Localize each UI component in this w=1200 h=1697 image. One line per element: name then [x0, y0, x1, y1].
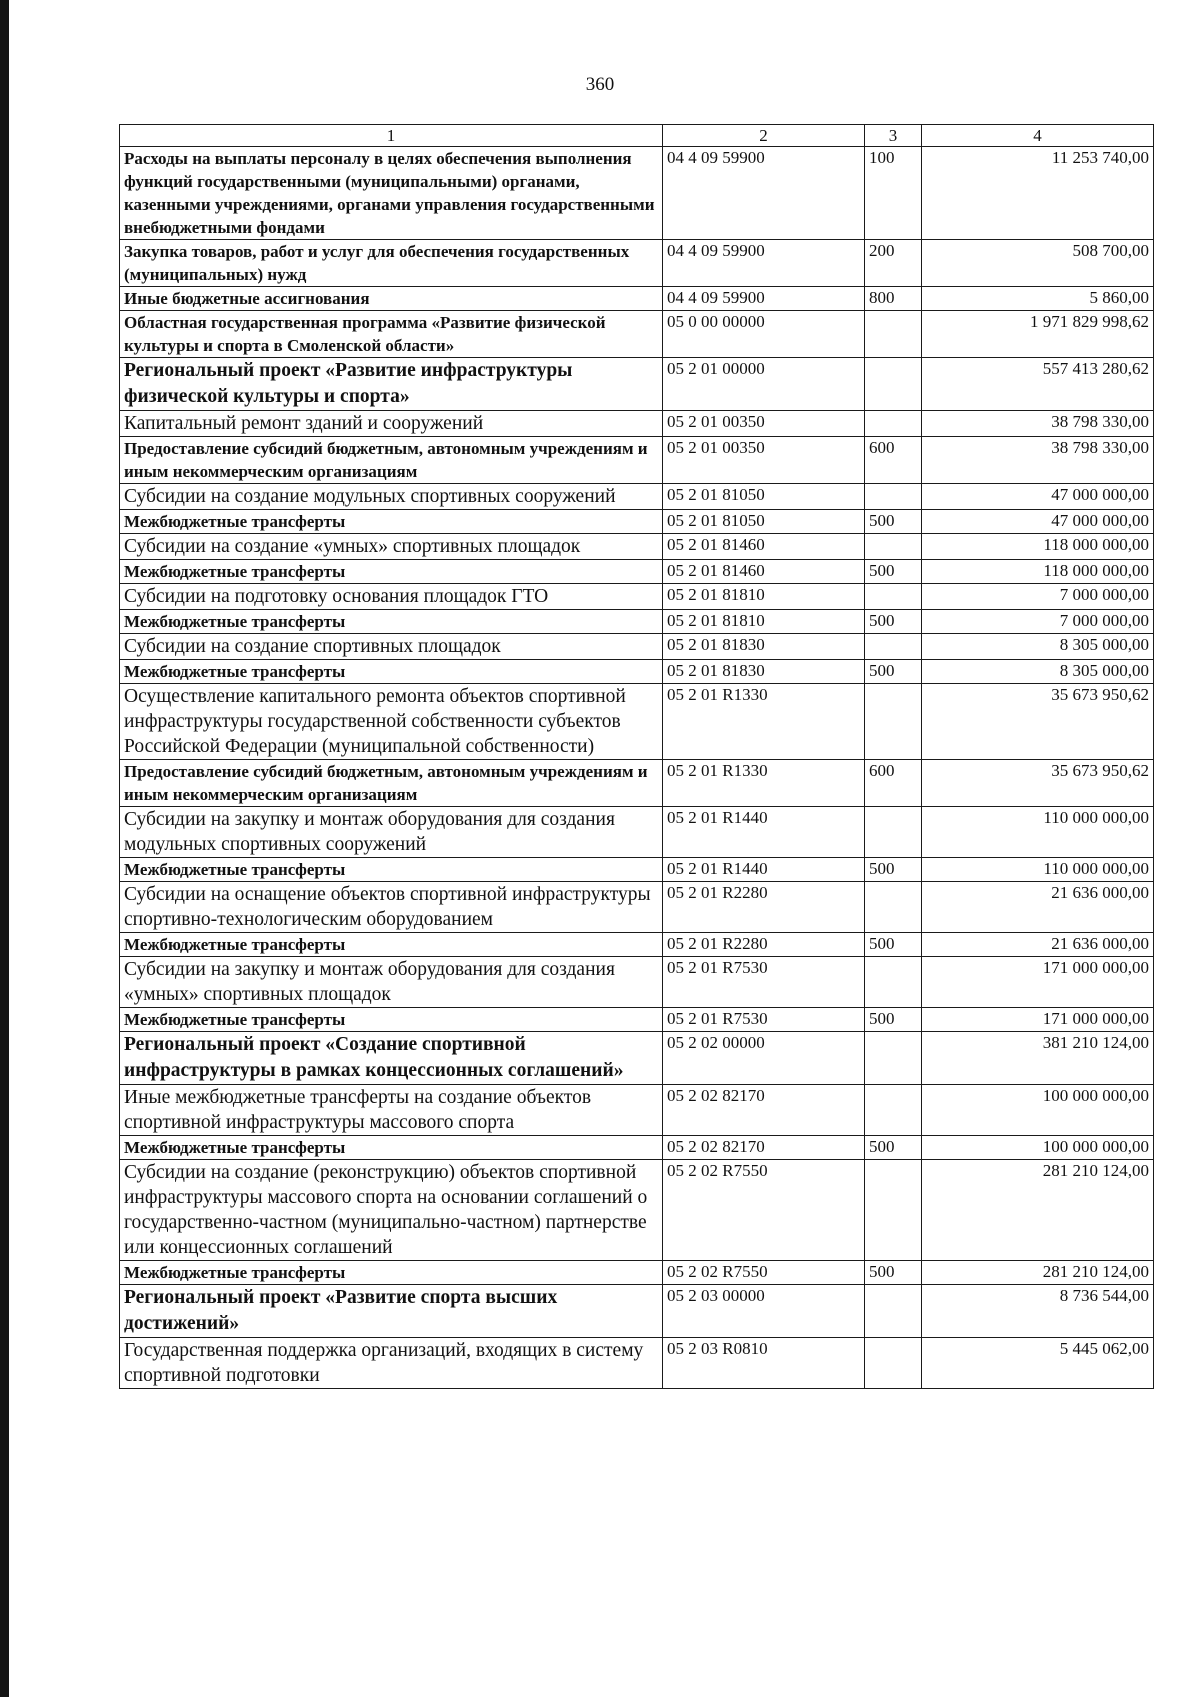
row-code: 04 4 09 59900 — [663, 147, 865, 240]
row-amount: 100 000 000,00 — [922, 1085, 1154, 1136]
row-expense-type — [865, 311, 922, 358]
row-code: 05 2 01 81050 — [663, 510, 865, 534]
row-amount: 508 700,00 — [922, 240, 1154, 287]
row-name: Иные бюджетные ассигнования — [120, 287, 663, 311]
row-amount: 557 413 280,62 — [922, 358, 1154, 411]
row-code: 05 2 01 R2280 — [663, 933, 865, 957]
row-name: Государственная поддержка организаций, входящих в систему спортивной подготовки — [120, 1338, 663, 1389]
row-expense-type — [865, 684, 922, 760]
row-code: 05 2 01 81460 — [663, 534, 865, 560]
table-row — [120, 510, 1154, 534]
row-name: Предоставление субсидий бюджетным, автономным учреждениям и иным некоммерческим организациям — [120, 437, 663, 484]
row-expense-type — [865, 484, 922, 510]
row-name: Субсидии на подготовку основания площадок ГТО — [120, 584, 663, 610]
row-amount: 1 971 829 998,62 — [922, 311, 1154, 358]
row-code: 05 2 01 81810 — [663, 584, 865, 610]
column-header-2: 2 — [663, 125, 865, 147]
table-row — [120, 1338, 1154, 1389]
row-expense-type: 500 — [865, 510, 922, 534]
row-amount: 171 000 000,00 — [922, 957, 1154, 1008]
row-name: Субсидии на закупку и монтаж оборудования для создания «умных» спортивных площадок — [120, 957, 663, 1008]
row-code: 05 0 00 00000 — [663, 311, 865, 358]
row-name: Межбюджетные трансферты — [120, 610, 663, 634]
row-expense-type — [865, 634, 922, 660]
row-name: Субсидии на оснащение объектов спортивной инфраструктуры спортивно-технологическим оборудованием — [120, 882, 663, 933]
table-row — [120, 484, 1154, 510]
table-row — [120, 1160, 1154, 1261]
table-row — [120, 882, 1154, 933]
row-name: Субсидии на создание модульных спортивных сооружений — [120, 484, 663, 510]
row-amount: 38 798 330,00 — [922, 411, 1154, 437]
row-expense-type — [865, 882, 922, 933]
row-amount: 47 000 000,00 — [922, 510, 1154, 534]
column-header-1: 1 — [120, 125, 663, 147]
row-code: 05 2 01 81050 — [663, 484, 865, 510]
row-amount: 21 636 000,00 — [922, 882, 1154, 933]
column-header-3: 3 — [865, 125, 922, 147]
scan-edge — [0, 0, 9, 1697]
row-amount: 21 636 000,00 — [922, 933, 1154, 957]
row-amount: 281 210 124,00 — [922, 1261, 1154, 1285]
row-amount: 35 673 950,62 — [922, 760, 1154, 807]
table-row — [120, 858, 1154, 882]
table-row — [120, 760, 1154, 807]
row-expense-type: 600 — [865, 760, 922, 807]
row-amount: 5 445 062,00 — [922, 1338, 1154, 1389]
row-name: Межбюджетные трансферты — [120, 1008, 663, 1032]
row-name: Субсидии на создание «умных» спортивных площадок — [120, 534, 663, 560]
row-expense-type: 500 — [865, 933, 922, 957]
row-amount: 110 000 000,00 — [922, 807, 1154, 858]
row-name: Закупка товаров, работ и услуг для обеспечения государственных (муниципальных) нужд — [120, 240, 663, 287]
row-name: Предоставление субсидий бюджетным, автономным учреждениям и иным некоммерческим организациям — [120, 760, 663, 807]
table-row — [120, 1008, 1154, 1032]
row-code: 05 2 02 R7550 — [663, 1160, 865, 1261]
row-amount: 381 210 124,00 — [922, 1032, 1154, 1085]
row-code: 05 2 02 82170 — [663, 1136, 865, 1160]
row-name: Межбюджетные трансферты — [120, 933, 663, 957]
row-amount: 100 000 000,00 — [922, 1136, 1154, 1160]
column-header-4: 4 — [922, 125, 1154, 147]
table-row — [120, 610, 1154, 634]
row-expense-type — [865, 584, 922, 610]
column-header-row — [120, 125, 1154, 147]
row-expense-type — [865, 534, 922, 560]
row-expense-type: 500 — [865, 1008, 922, 1032]
row-code: 05 2 02 00000 — [663, 1032, 865, 1085]
row-amount: 8 736 544,00 — [922, 1285, 1154, 1338]
row-expense-type — [865, 358, 922, 411]
row-code: 05 2 02 82170 — [663, 1085, 865, 1136]
table-row — [120, 287, 1154, 311]
row-code: 05 2 01 81830 — [663, 634, 865, 660]
row-name: Областная государственная программа «Развитие физической культуры и спорта в Смоленской области» — [120, 311, 663, 358]
row-code: 04 4 09 59900 — [663, 287, 865, 311]
row-name: Иные межбюджетные трансферты на создание объектов спортивной инфраструктуры массового спорта — [120, 1085, 663, 1136]
table-row — [120, 437, 1154, 484]
row-amount: 118 000 000,00 — [922, 560, 1154, 584]
row-code: 05 2 01 R7530 — [663, 1008, 865, 1032]
budget-table — [119, 124, 1154, 1389]
row-expense-type: 600 — [865, 437, 922, 484]
row-code: 04 4 09 59900 — [663, 240, 865, 287]
table-row — [120, 1032, 1154, 1085]
row-code: 05 2 01 81460 — [663, 560, 865, 584]
row-code: 05 2 01 00350 — [663, 411, 865, 437]
row-amount: 171 000 000,00 — [922, 1008, 1154, 1032]
row-expense-type — [865, 1032, 922, 1085]
row-expense-type — [865, 1085, 922, 1136]
table-row — [120, 634, 1154, 660]
row-amount: 118 000 000,00 — [922, 534, 1154, 560]
row-amount: 8 305 000,00 — [922, 634, 1154, 660]
table-row — [120, 957, 1154, 1008]
row-code: 05 2 01 R1440 — [663, 807, 865, 858]
table-row — [120, 311, 1154, 358]
table-row — [120, 147, 1154, 240]
table-row — [120, 1261, 1154, 1285]
row-amount: 38 798 330,00 — [922, 437, 1154, 484]
row-name: Межбюджетные трансферты — [120, 560, 663, 584]
row-amount: 47 000 000,00 — [922, 484, 1154, 510]
row-name: Субсидии на создание (реконструкцию) объектов спортивной инфраструктуры массового спорта на основании соглашений о государственно-частном (муниципально-частном) партнерстве или концессионных соглашений — [120, 1160, 663, 1261]
page-number: 360 — [585, 74, 615, 95]
budget-table-body — [120, 125, 1154, 1389]
row-name: Межбюджетные трансферты — [120, 1136, 663, 1160]
row-expense-type: 500 — [865, 1261, 922, 1285]
row-expense-type — [865, 1285, 922, 1338]
row-name: Межбюджетные трансферты — [120, 858, 663, 882]
row-name: Региональный проект «Создание спортивной инфраструктуры в рамках концессионных соглашений» — [120, 1032, 663, 1085]
row-code: 05 2 01 R2280 — [663, 882, 865, 933]
row-code: 05 2 03 R0810 — [663, 1338, 865, 1389]
row-amount: 7 000 000,00 — [922, 584, 1154, 610]
table-row — [120, 240, 1154, 287]
row-code: 05 2 01 00350 — [663, 437, 865, 484]
table-row — [120, 660, 1154, 684]
row-code: 05 2 01 R1440 — [663, 858, 865, 882]
row-expense-type: 500 — [865, 560, 922, 584]
row-amount: 110 000 000,00 — [922, 858, 1154, 882]
row-expense-type — [865, 1160, 922, 1261]
row-code: 05 2 01 81810 — [663, 610, 865, 634]
row-name: Субсидии на закупку и монтаж оборудования для создания модульных спортивных сооружений — [120, 807, 663, 858]
row-amount: 5 860,00 — [922, 287, 1154, 311]
row-name: Субсидии на создание спортивных площадок — [120, 634, 663, 660]
row-expense-type: 200 — [865, 240, 922, 287]
table-row — [120, 358, 1154, 411]
row-name: Региональный проект «Развитие инфраструктуры физической культуры и спорта» — [120, 358, 663, 411]
row-amount: 7 000 000,00 — [922, 610, 1154, 634]
row-expense-type — [865, 957, 922, 1008]
table-row — [120, 1285, 1154, 1338]
row-expense-type: 500 — [865, 858, 922, 882]
table-row — [120, 807, 1154, 858]
row-amount: 281 210 124,00 — [922, 1160, 1154, 1261]
row-amount: 8 305 000,00 — [922, 660, 1154, 684]
row-name: Расходы на выплаты персоналу в целях обеспечения выполнения функций государственными (муниципальными) органами, казенными учреждениями, органами управления государственными внебюджетными фондами — [120, 147, 663, 240]
row-expense-type: 500 — [865, 660, 922, 684]
table-row — [120, 1136, 1154, 1160]
table-row — [120, 411, 1154, 437]
row-name: Межбюджетные трансферты — [120, 660, 663, 684]
table-row — [120, 584, 1154, 610]
row-code: 05 2 01 R1330 — [663, 684, 865, 760]
table-row — [120, 1085, 1154, 1136]
table-row — [120, 933, 1154, 957]
row-expense-type: 500 — [865, 610, 922, 634]
row-amount: 35 673 950,62 — [922, 684, 1154, 760]
row-code: 05 2 01 00000 — [663, 358, 865, 411]
row-code: 05 2 01 R1330 — [663, 760, 865, 807]
row-name: Осуществление капитального ремонта объектов спортивной инфраструктуры государственной собственности субъектов Российской Федерации (муниципальной собственности) — [120, 684, 663, 760]
table-row — [120, 684, 1154, 760]
row-expense-type: 100 — [865, 147, 922, 240]
table-row — [120, 560, 1154, 584]
row-code: 05 2 01 81830 — [663, 660, 865, 684]
row-expense-type — [865, 1338, 922, 1389]
row-expense-type: 500 — [865, 1136, 922, 1160]
row-code: 05 2 02 R7550 — [663, 1261, 865, 1285]
table-row — [120, 534, 1154, 560]
row-name: Капитальный ремонт зданий и сооружений — [120, 411, 663, 437]
row-name: Региональный проект «Развитие спорта высших достижений» — [120, 1285, 663, 1338]
row-amount: 11 253 740,00 — [922, 147, 1154, 240]
row-name: Межбюджетные трансферты — [120, 510, 663, 534]
row-expense-type — [865, 411, 922, 437]
row-expense-type — [865, 807, 922, 858]
row-code: 05 2 03 00000 — [663, 1285, 865, 1338]
row-expense-type: 800 — [865, 287, 922, 311]
row-code: 05 2 01 R7530 — [663, 957, 865, 1008]
row-name: Межбюджетные трансферты — [120, 1261, 663, 1285]
